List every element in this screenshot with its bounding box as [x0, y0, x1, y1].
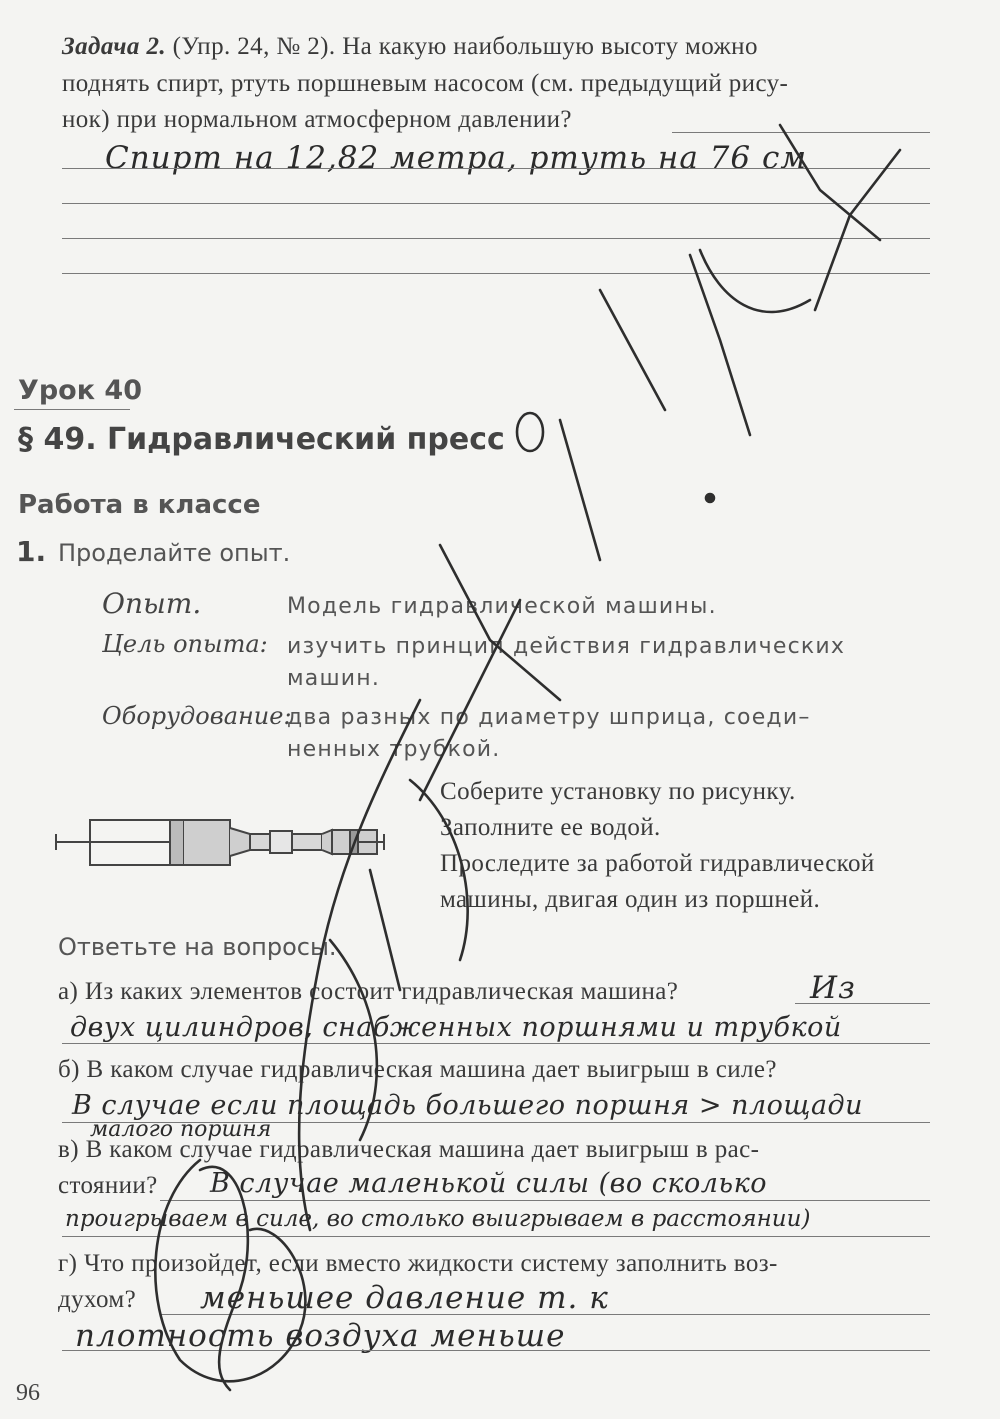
- section-title: § 49. Гидравлический пресс: [18, 422, 505, 457]
- equipment-label: Оборудование:: [102, 702, 292, 730]
- answer-c-line2: проигрываем в силе, во столько выигрываем в расстоянии): [65, 1206, 811, 1232]
- goal-line2: машин.: [287, 666, 381, 691]
- goal-label: Цель опыта:: [102, 630, 268, 658]
- question-b: б) В каком случае гидравлическая машина дает выигрыш в силе?: [58, 1056, 777, 1083]
- answer-a-part1: Из: [810, 970, 856, 1006]
- experiment-label: Опыт.: [102, 587, 202, 620]
- instruction-line4: машины, двигая один из поршней.: [440, 886, 821, 913]
- instruction-line1: Соберите установку по рисунку.: [440, 778, 796, 805]
- answer-c-line1: В случае маленькой силы (во сколько: [210, 1168, 767, 1199]
- task2-label: Задача 2.: [62, 33, 167, 60]
- answer-a-part2: двух цилиндров, снабженных поршнями и трубкой: [70, 1012, 842, 1043]
- item-text: Проделайте опыт.: [58, 539, 291, 567]
- answer-b-line1: В случае если площадь большего поршня > площади: [72, 1090, 864, 1121]
- answer-prompt: Ответьте на вопросы.: [58, 933, 337, 961]
- item-number: 1.: [16, 535, 47, 568]
- question-a: а) Из каких элементов состоит гидравлическая машина?: [58, 978, 679, 1005]
- experiment-text: Модель гидравлической машины.: [287, 594, 717, 619]
- lesson-heading: Урок 40: [18, 375, 142, 406]
- answer-d-line1: меньшее давление т. к: [200, 1280, 609, 1316]
- instruction-line2: Заполните ее водой.: [440, 814, 661, 841]
- work-heading: Работа в классе: [18, 490, 261, 520]
- answer-d-line2: плотность воздуха меньше: [75, 1318, 566, 1354]
- instruction-line3: Проследите за работой гидравлической: [440, 850, 875, 877]
- equipment-line2: ненных трубкой.: [287, 737, 501, 762]
- question-d-line1: г) Что произойдет, если вместо жидкости систему заполнить воз-: [58, 1250, 778, 1277]
- question-c-line1: в) В каком случае гидравлическая машина дает выигрыш в рас-: [58, 1136, 760, 1163]
- task2-line2: поднять спирт, ртуть поршневым насосом (см. предыдущий рису-: [62, 70, 789, 97]
- equipment-line1: два разных по диаметру шприца, соеди–: [287, 705, 811, 730]
- task2-text1: (Упр. 24, № 2). На какую наибольшую высоту можно: [172, 33, 758, 60]
- question-d-line2: духом?: [58, 1286, 137, 1313]
- goal-line1: изучить принцип действия гидравлических: [287, 634, 846, 659]
- page-number: 96: [16, 1380, 40, 1406]
- task2-line3: нок) при нормальном атмосферном давлении?: [62, 106, 572, 133]
- question-c-line2: стоянии?: [58, 1172, 158, 1199]
- task2-handwritten-answer: Спирт на 12,82 метра, ртуть на 76 см: [105, 140, 808, 176]
- answer-b-line2: малого поршня: [90, 1117, 272, 1142]
